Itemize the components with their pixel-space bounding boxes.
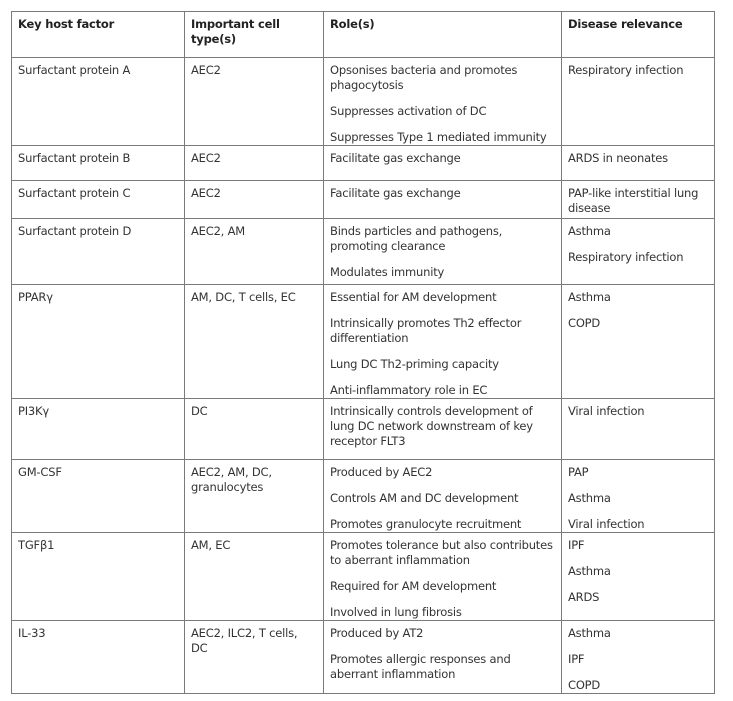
roles-cell [324,621,562,694]
disease-cell-line: Respiratory infection [568,63,684,77]
table-row [12,621,715,694]
roles-cell [324,146,562,181]
roles-cell [324,285,562,399]
disease-cell-line: Viral infection [568,404,645,418]
disease-cell-line: ARDS in neonates [568,151,668,165]
cell-type-cell: AM, DC, T cells, EC [185,285,324,399]
cell-type-cell: AEC2, AM, DC, granulocytes [185,460,324,533]
cell-type-cell: AM, EC [185,533,324,621]
disease-cell-line: Asthma [568,564,611,578]
disease-cell-line: ARDS [568,590,600,604]
table-row [12,58,715,146]
disease-cell [562,219,715,285]
roles-cell-line: Promotes tolerance but also contributes to aberrant inflammation [330,538,553,567]
roles-cell-line: Controls AM and DC development [330,491,519,505]
header-cell: Role(s) [324,12,562,58]
roles-cell-line: Required for AM development [330,579,497,593]
disease-cell-line: Asthma [568,626,611,640]
disease-cell-line: Asthma [568,491,611,505]
roles-cell-line: Suppresses activation of DC [330,104,487,118]
roles-cell-line: Produced by AT2 [330,626,424,640]
factor-cell: Surfactant protein A [12,58,185,146]
factor-cell: PPARγ [12,285,185,399]
roles-cell-line: Promotes granulocyte recruitment [330,517,522,531]
factor-cell: PI3Kγ [12,399,185,460]
disease-cell-line: Asthma [568,290,611,304]
header-cell: Key host factor [12,12,185,58]
cell-type-cell: AEC2 [185,181,324,219]
disease-cell-line: Viral infection [568,517,645,531]
disease-cell-line: IPF [568,538,585,552]
disease-cell-line: PAP [568,465,589,479]
disease-cell-line: Respiratory infection [568,250,684,264]
disease-cell [562,533,715,621]
factor-cell: Surfactant protein C [12,181,185,219]
roles-cell-line: Facilitate gas exchange [330,151,461,165]
factor-cell: GM-CSF [12,460,185,533]
disease-cell-line: COPD [568,678,601,692]
table-row [12,146,715,181]
roles-cell-line: Intrinsically promotes Th2 effector differentiation [330,316,522,345]
table-row [12,219,715,285]
header-cell: Disease relevance [562,12,715,58]
roles-cell [324,219,562,285]
roles-cell [324,181,562,219]
roles-cell-line: Produced by AEC2 [330,465,433,479]
roles-cell [324,399,562,460]
cell-type-cell: AEC2, ILC2, T cells, DC [185,621,324,694]
disease-cell-line: PAP-like interstitial lung disease [568,186,699,215]
roles-cell-line: Binds particles and pathogens, promoting clearance [330,224,503,253]
roles-cell [324,58,562,146]
roles-cell-line: Modulates immunity [330,265,445,279]
roles-cell-line: Anti-inflammatory role in EC [330,383,488,397]
roles-cell-line: Suppresses Type 1 mediated immunity [330,130,547,144]
header-row [12,12,715,58]
factor-cell: Surfactant protein B [12,146,185,181]
table-row [12,181,715,219]
cell-type-cell: DC [185,399,324,460]
disease-cell [562,399,715,460]
roles-cell-line: Essential for AM development [330,290,497,304]
factor-cell: Surfactant protein D [12,219,185,285]
table-row [12,285,715,399]
header-cell: Important cell type(s) [185,12,324,58]
host-factor-table [11,11,715,694]
table-row [12,533,715,621]
disease-cell [562,285,715,399]
disease-cell [562,181,715,219]
disease-cell [562,146,715,181]
roles-cell [324,460,562,533]
table-row [12,460,715,533]
roles-cell-line: Opsonises bacteria and promotes phagocytosis [330,63,518,92]
roles-cell-line: Facilitate gas exchange [330,186,461,200]
roles-cell-line: Lung DC Th2-priming capacity [330,357,499,371]
disease-cell-line: Asthma [568,224,611,238]
roles-cell-line: Involved in lung fibrosis [330,605,462,619]
factor-cell: TGFβ1 [12,533,185,621]
disease-cell [562,621,715,694]
roles-cell-line: Intrinsically controls development of lung DC network downstream of key receptor FLT3 [330,404,533,448]
disease-cell [562,58,715,146]
roles-cell [324,533,562,621]
disease-cell-line: IPF [568,652,585,666]
factor-cell: IL-33 [12,621,185,694]
cell-type-cell: AEC2, AM [185,219,324,285]
roles-cell-line: Promotes allergic responses and aberrant inflammation [330,652,511,681]
disease-cell-line: COPD [568,316,601,330]
cell-type-cell: AEC2 [185,146,324,181]
table-row [12,399,715,460]
disease-cell [562,460,715,533]
cell-type-cell: AEC2 [185,58,324,146]
